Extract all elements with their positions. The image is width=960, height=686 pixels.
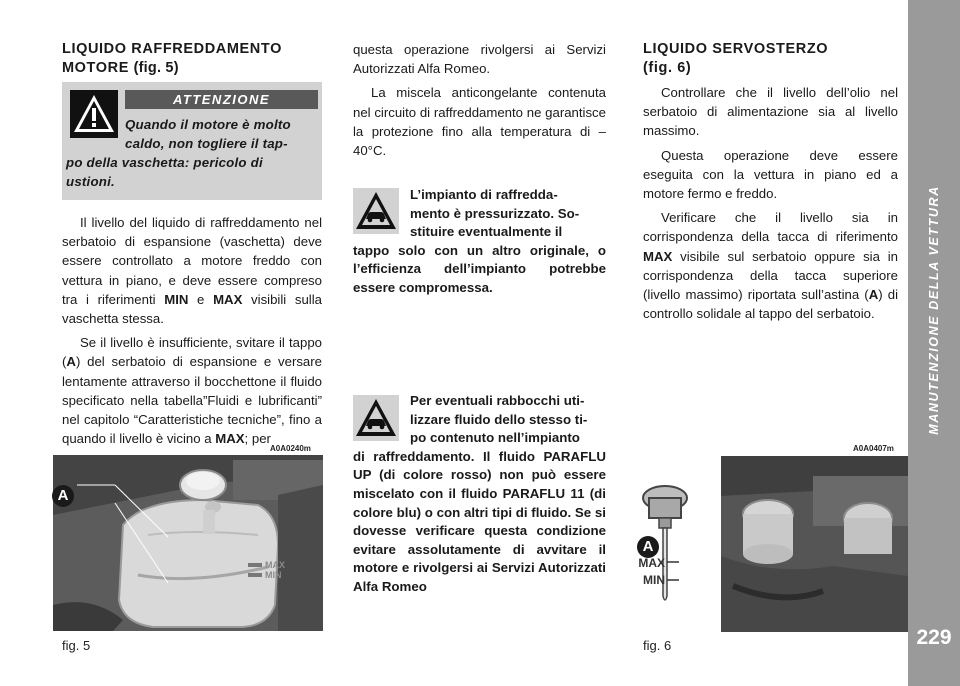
fig5-caption: fig. 5 [62,638,91,653]
fig5-image [53,455,323,631]
fig6-min-label: MIN [643,573,665,587]
fig5-level-labels [265,560,285,580]
fig6-level-labels [633,555,665,589]
pressurized-note: L’impianto di raffredda- mento è pressurizzato. So- stituire eventualmente il tappo solo con un altro originale, o l’efficienza dell’impianto potrebbe essere compromessa. [353,187,606,295]
steering-paragraph-1: Controllare che il livello dell’olio nel serbatoio di alimentazione sia al livello massimo. [643,85,898,139]
fig6-code: A0A0407m [853,444,894,453]
coolant-paragraph-1: Il livello del liquido di raffreddamento nel serbatoio di espansione (vaschetta) deve essere controllato a motore freddo con vettura in piano, e deve essere compreso tra i riferimenti MIN e MAX visibili sulla vaschetta stessa. [62,215,322,327]
fig5-min-label: MIN [265,570,282,580]
coolant-heading-line1: LIQUIDO RAFFREDDAMENTO [62,41,282,57]
warning-line-2: caldo, non togliere il tap- [125,136,288,151]
steering-paragraph-3: Verificare che il livello sia in corrispondenza della tacca di riferimento MAX visibile sul serbatoio oppure sia in corrispondenza della tacca superiore (livello massimo) riportata sull’astina (A) di controllo solidale al tappo del serbatoio. [643,210,898,322]
warning-line-1: Quando il motore è molto [125,117,291,132]
warning-triangle-icon [70,90,118,138]
power-steering-heading-line2: (fig. 6) [643,60,692,76]
page-number: 229 [916,626,952,649]
power-steering-body [643,83,898,328]
section-title: MANUTENZIONE DELLA VETTURA [927,185,941,435]
fig6-callout-a: A [637,536,659,558]
power-steering-heading [643,40,898,78]
coolant-heading-fig: (fig. 5) [133,60,179,76]
warning-line-3: po della vaschetta: pericolo di [66,155,263,170]
coolant-paragraph-2: Se il livello è insufficiente, svitare il tappo (A) del serbatoio di espansione e versare lentamente attraverso il bocchettone il fluido specificato nella tabella”Fluidi e lubrificanti” nel capitolo “Caratteristiche tecniche”, fino a quando il livello è vicino a MAX; per [62,335,322,447]
fig5-max-label: MAX [265,560,285,570]
section-sidebar [908,0,960,686]
fig6-caption: fig. 6 [643,638,672,653]
fig6-max-label: MAX [638,556,665,570]
warning-label: ATTENZIONE [125,90,318,109]
fluid-mixing-note: Per eventuali rabbocchi uti- lizzare fluido dello stesso ti- po contenuto nell’impianto di raffreddamento. Il fluido PARAFLU UP (di colore rosso) non può essere miscelato con il fluido PARAFLU 11 (di colore blu) o con altri tipi di fluido. Se si dovesse verificare questa condizione evitare assolutamente di avvitare il motore e rivolgersi ai Servizi Autorizzati Alfa Romeo [353,393,606,594]
coolant-heading-line2: MOTORE [62,60,129,76]
fig5-callout-a: A [52,485,74,507]
coolant-paragraph-3: questa operazione rivolgersi ai Servizi Autorizzati Alfa Romeo. [353,42,606,77]
coolant-body [62,213,322,453]
warning-line-4: ustioni. [66,174,115,189]
fig5-code: A0A0240m [270,444,311,453]
power-steering-heading-line1: LIQUIDO SERVOSTERZO [643,41,829,57]
steering-paragraph-2: Questa operazione deve essere eseguita con la vettura in piano ed a motore fermo e freddo. [643,147,898,202]
coolant-paragraph-4: La miscela anticongelante contenuta nel circuito di raffreddamento ne garantisce la protezione fino alla temperatura di –40°C. [353,85,606,159]
coolant-heading [62,40,322,78]
fig6-image [633,456,908,632]
coolant-body-continued [353,40,606,165]
